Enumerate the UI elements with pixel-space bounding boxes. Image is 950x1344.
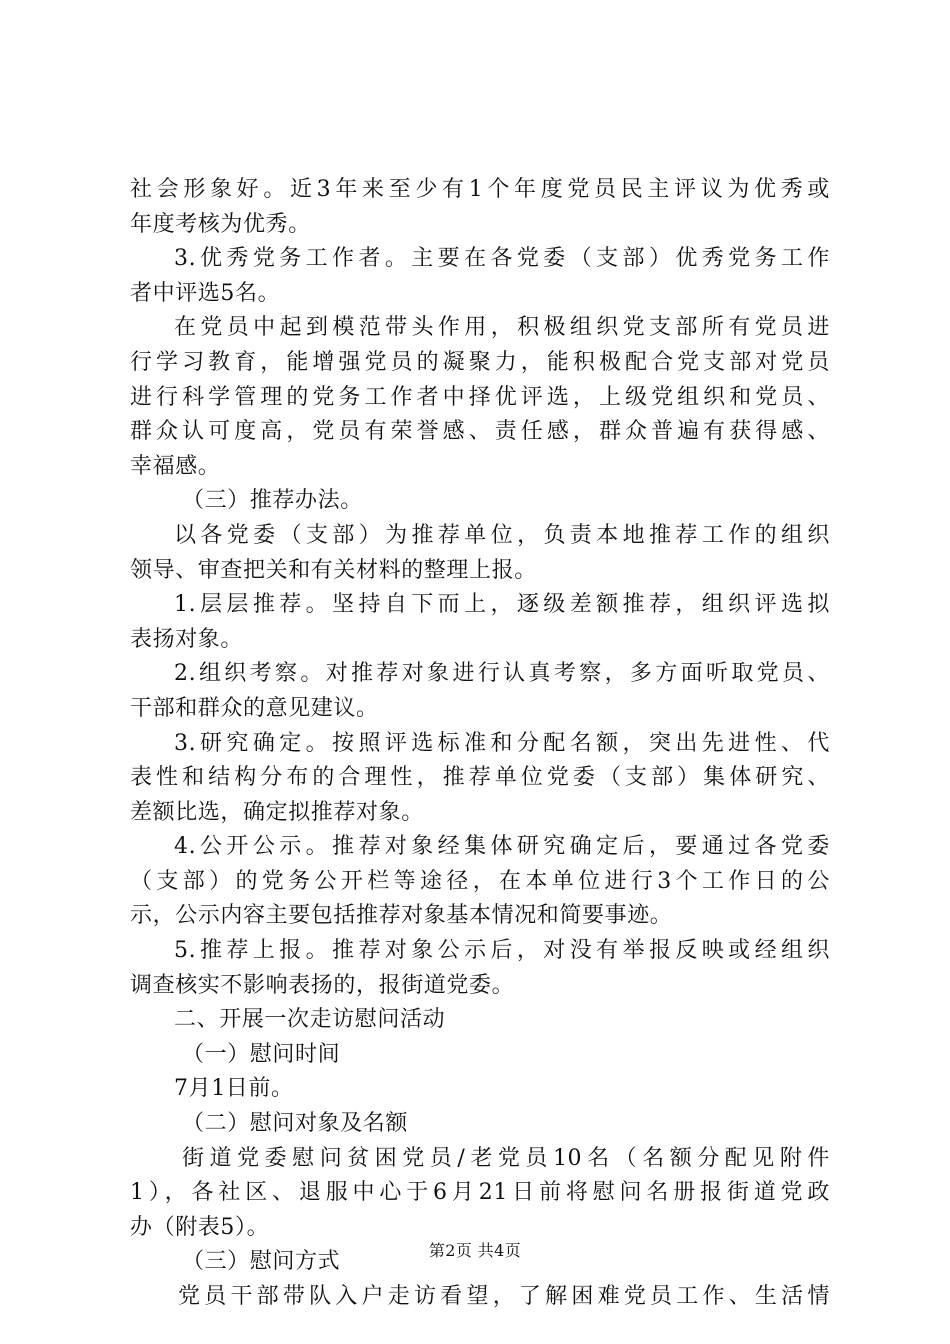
text-line: 调查核实不影响表扬的，报街道党委。 (130, 972, 515, 998)
text-line: 街道党委慰问贫困党员/老党员10名（名额分配见附件 (182, 1145, 830, 1171)
text-line: 1.层层推荐。坚持自下而上，逐级差额推荐，组织评选拟 (174, 592, 830, 618)
text-line: 群众认可度高，党员有荣誉感、责任感，群众普遍有获得感、 (130, 419, 830, 445)
text-line: 者中评选5名。 (130, 280, 281, 306)
text-line: 3.优秀党务工作者。主要在各党委（支部）优秀党务工作 (174, 246, 830, 272)
text-line: 2.组织考察。对推荐对象进行认真考察，多方面听取党员、 (174, 661, 830, 687)
text-line: 差额比选，确定拟推荐对象。 (130, 799, 424, 825)
text-line: 党员干部带队入户走访看望，了解困难党员工作、生活情 (178, 1284, 830, 1309)
subsection-heading: （三）慰问方式 (182, 1249, 341, 1275)
text-line: 1），各社区、退服中心于6月21日前将慰问名册报街道党政 (130, 1180, 830, 1206)
section-heading: 二、开展一次走访慰问活动 (174, 1007, 446, 1033)
page-number-footer: 第2页 共4页 (428, 1241, 522, 1260)
text-line: 表性和结构分布的合理性，推荐单位党委（支部）集体研究、 (130, 765, 830, 791)
text-line: 年度考核为优秀。 (130, 211, 311, 237)
text-line: 7月1日前。 (174, 1076, 294, 1102)
section-heading: （三）推荐办法。 (182, 488, 363, 514)
text-line: 干部和群众的意见建议。 (130, 695, 379, 721)
text-line: 幸福感。 (130, 453, 221, 479)
subsection-heading: （一）慰问时间 (182, 1041, 341, 1067)
text-line: 在党员中起到模范带头作用，积极组织党支部所有党员进 (174, 315, 830, 341)
text-line: 办（附表5）。 (130, 1214, 270, 1240)
text-line: 3.研究确定。按照评选标准和分配名额，突出先进性、代 (174, 730, 830, 756)
subsection-heading: （二）慰问对象及名额 (182, 1111, 409, 1137)
text-line: 5.推荐上报。推荐对象公示后，对没有举报反映或经组织 (174, 938, 830, 964)
text-line: 行学习教育，能增强党员的凝聚力，能积极配合党支部对党员 (130, 349, 830, 375)
text-line: 社会形象好。近3年来至少有1个年度党员民主评议为优秀或 (130, 177, 830, 202)
document-body (130, 173, 830, 1315)
text-line: 表扬对象。 (130, 626, 244, 652)
text-line: （支部）的党务公开栏等途径，在本单位进行3个工作日的公 (130, 868, 830, 894)
text-line: 以各党委（支部）为推荐单位，负责本地推荐工作的组织 (174, 522, 830, 548)
text-line: 示，公示内容主要包括推荐对象基本情况和简要事迹。 (130, 903, 673, 929)
text-line: 领导、审查把关和有关材料的整理上报。 (130, 557, 537, 583)
text-line: 进行科学管理的党务工作者中择优评选，上级党组织和党员、 (130, 384, 830, 410)
text-line: 4.公开公示。推荐对象经集体研究确定后，要通过各党委 (174, 834, 830, 860)
